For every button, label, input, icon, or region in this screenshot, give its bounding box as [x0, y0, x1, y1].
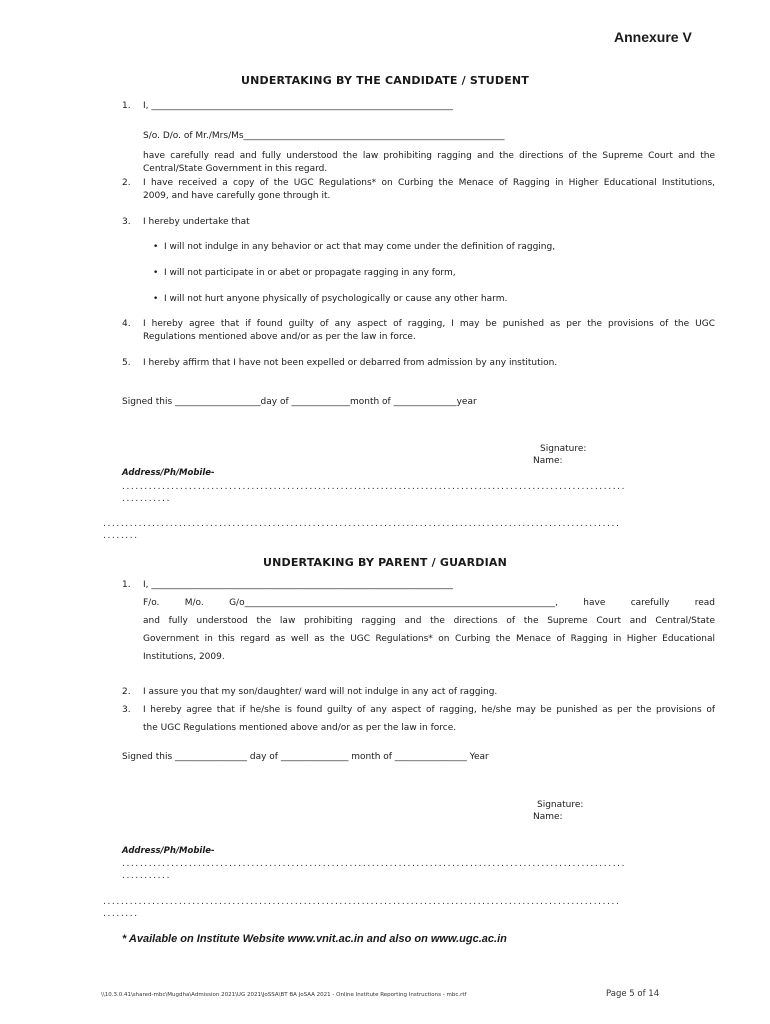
- availability-note: * Available on Institute Website www.vnit.ac.in and also on www.ugc.ac.in: [122, 933, 507, 945]
- item-number: 3.: [122, 705, 131, 715]
- item-number: 1.: [122, 101, 131, 111]
- parent-name-line: I, ___________________________________________________________________: [143, 580, 453, 590]
- parent-item1-text-cont: Government in this regard as well as the UGC Regulations* on Curbing the Menace of Ragging in Higher Educational: [143, 634, 715, 644]
- name-label: Name:: [533, 456, 563, 466]
- student-parent-line: S/o. D/o. of Mr./Mrs/Ms__________________________________________________________: [143, 131, 505, 141]
- dotted-line: ...........: [122, 871, 172, 881]
- item-number: 3.: [122, 217, 131, 227]
- signed-line: Signed this ___________________day of _____________month of ______________year: [122, 397, 477, 407]
- bullet-icon: •: [153, 294, 159, 304]
- student-name-line: I, ___________________________________________________________________: [143, 101, 453, 111]
- dotted-line: ...........: [122, 494, 172, 504]
- item-number: 1.: [122, 580, 131, 590]
- student-item3-text: I hereby undertake that: [143, 217, 250, 227]
- bullet-item: I will not participate in or abet or propagate ragging in any form,: [164, 268, 456, 278]
- footer-file-path: \\10.3.0.41\shared-mbc\Mugdha\Admission 2021\UG 2021\JoSSA\BT BA JoSAA 2021 - Online Institute Reporting Instructions - mbc.rtf: [101, 992, 467, 998]
- item-number: 2.: [122, 178, 131, 188]
- bullet-icon: •: [153, 268, 159, 278]
- dotted-line: ....................................................................................................................: [103, 897, 621, 907]
- dotted-line: .................................................................................................................: [122, 482, 627, 492]
- parent-ward-line: F/o. M/o. G/o_____________________________________________________________________, have carefully read: [143, 598, 715, 608]
- signature-label: Signature:: [537, 800, 584, 810]
- signature-label: Signature:: [540, 444, 587, 454]
- footer-page-number: Page 5 of 14: [606, 989, 660, 999]
- dotted-line: ....................................................................................................................: [103, 519, 621, 529]
- student-item2-text-cont: 2009, and have carefully gone through it.: [143, 191, 331, 201]
- annexure-label: Annexure V: [614, 29, 692, 45]
- student-item1-text-cont: Central/State Government in this regard.: [143, 164, 328, 174]
- student-item4-text: I hereby agree that if found guilty of any aspect of ragging, I may be punished as per the provisions of the UGC: [143, 319, 715, 329]
- bullet-item: I will not indulge in any behavior or act that may come under the definition of ragging,: [164, 242, 556, 252]
- item-number: 5.: [122, 358, 131, 368]
- item-number: 4.: [122, 319, 131, 329]
- dotted-line: ........: [103, 531, 139, 541]
- student-item2-text: I have received a copy of the UGC Regulations* on Curbing the Menace of Ragging in Higher Educational Institutions,: [143, 178, 715, 188]
- address-label: Address/Ph/Mobile-: [122, 468, 215, 478]
- student-heading: UNDERTAKING BY THE CANDIDATE / STUDENT: [240, 74, 530, 87]
- parent-item3-text-cont: the UGC Regulations mentioned above and/or as per the law in force.: [143, 723, 457, 733]
- address-label: Address/Ph/Mobile-: [122, 846, 215, 856]
- signed-line: Signed this ________________ day of _______________ month of ________________ Year: [122, 752, 489, 762]
- parent-item2-text: I assure you that my son/daughter/ ward will not indulge in any act of ragging.: [143, 687, 498, 697]
- student-item1-text: have carefully read and fully understood the law prohibiting ragging and the directions of the Supreme Court and the: [143, 151, 715, 161]
- dotted-line: .................................................................................................................: [122, 859, 627, 869]
- parent-heading: UNDERTAKING BY PARENT / GUARDIAN: [262, 556, 508, 569]
- bullet-item: I will not hurt anyone physically of psychologically or cause any other harm.: [164, 294, 508, 304]
- student-item5-text: I hereby affirm that I have not been expelled or debarred from admission by any institution.: [143, 358, 558, 368]
- name-label: Name:: [533, 812, 563, 822]
- student-item4-text-cont: Regulations mentioned above and/or as per the law in force.: [143, 332, 416, 342]
- bullet-icon: •: [153, 242, 159, 252]
- parent-item1-text-end: Institutions, 2009.: [143, 652, 225, 662]
- dotted-line: ........: [103, 909, 139, 919]
- parent-item1-text: and fully understood the law prohibiting ragging and the directions of the Supreme Court and Central/State: [143, 616, 715, 626]
- item-number: 2.: [122, 687, 131, 697]
- parent-item3-text: I hereby agree that if he/she is found guilty of any aspect of ragging, he/she may be punished as per the provisions of: [143, 705, 715, 715]
